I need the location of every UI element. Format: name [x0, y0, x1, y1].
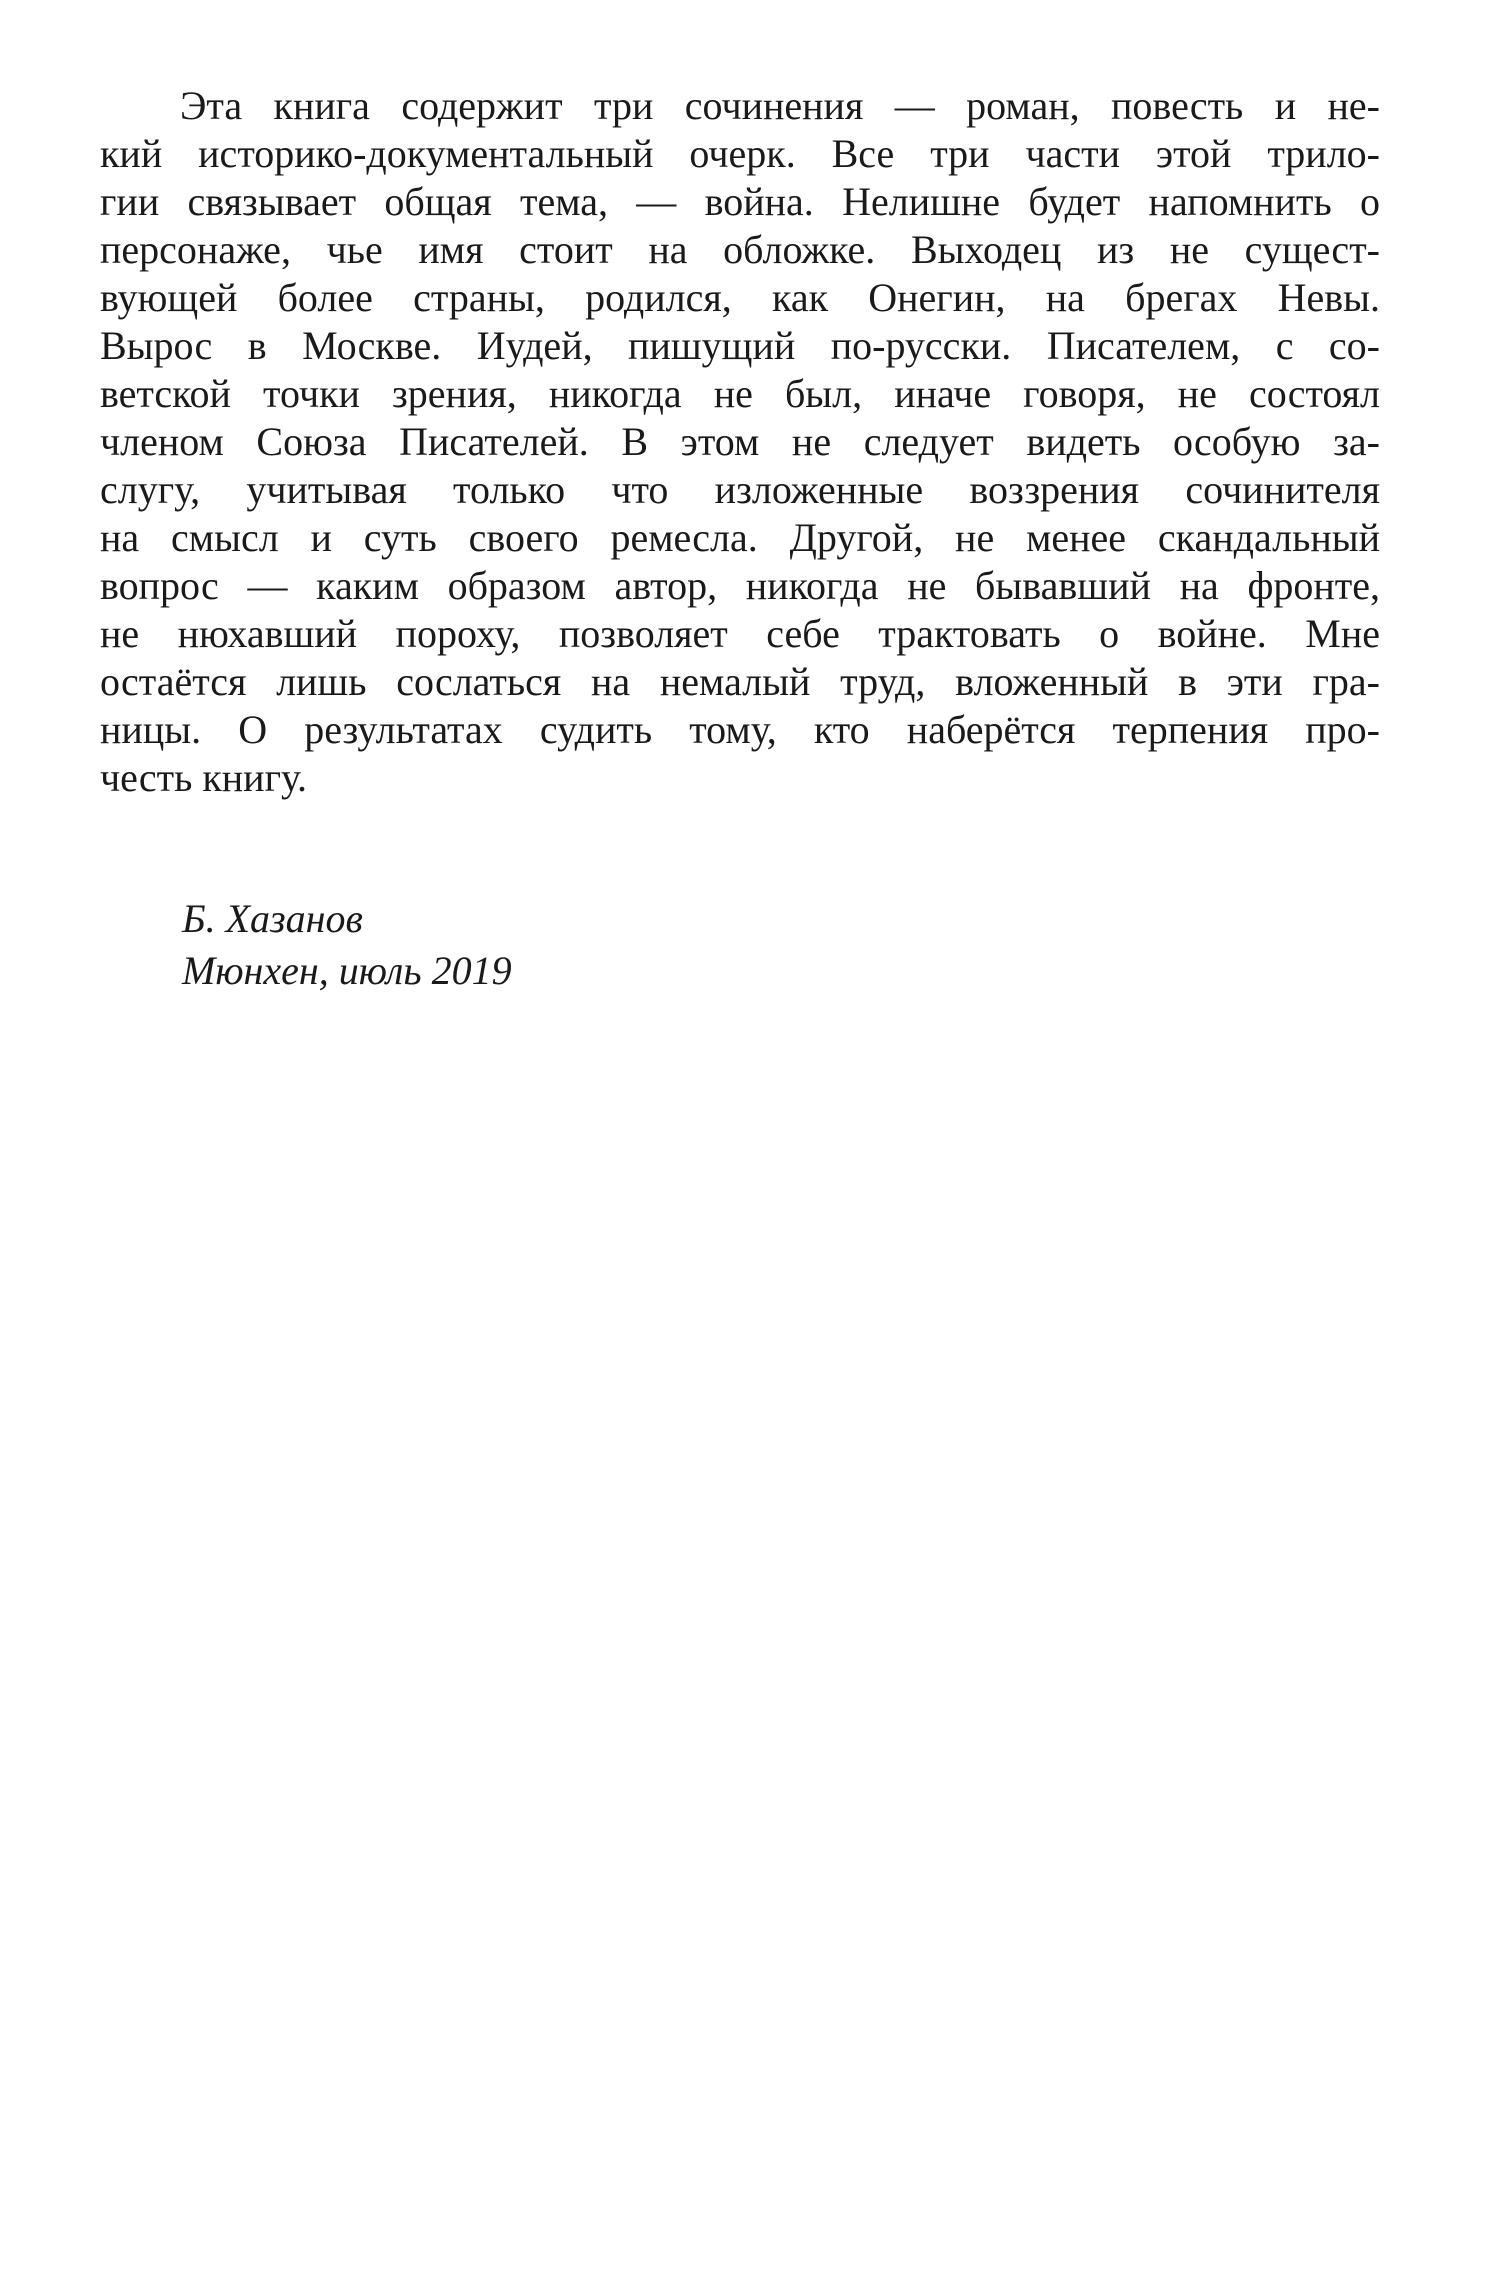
- paragraph-line: персонаже, чье имя стоит на обложке. Выходец из не сущест-: [100, 227, 1380, 272]
- paragraph-line: ветской точки зрения, никогда не был, иначе говоря, не состоял: [100, 371, 1380, 416]
- paragraph-line: не нюхавший пороху, позволяет себе трактовать о войне. Мне: [100, 611, 1380, 656]
- paragraph-line: вующей более страны, родился, как Онегин, на брегах Невы.: [100, 275, 1380, 320]
- paragraph-line: вопрос — каким образом автор, никогда не бывавший на фронте,: [100, 563, 1380, 608]
- paragraph-line: на смысл и суть своего ремесла. Другой, не менее скандальный: [100, 515, 1380, 560]
- place-date: Мюнхен, июль 2019: [182, 948, 512, 993]
- paragraph-line: Эта книга содержит три сочинения — роман, повесть и не-: [180, 83, 1380, 128]
- paragraph-line: честь книгу.: [100, 755, 307, 800]
- paragraph-line: слугу, учитывая только что изложенные воззрения сочинителя: [100, 467, 1380, 512]
- paragraph-line: членом Союза Писателей. В этом не следует видеть особую за-: [100, 419, 1380, 464]
- signature-block: [182, 893, 512, 997]
- preface-paragraph: [100, 82, 1380, 802]
- paragraph-line: кий историко-документальный очерк. Все три части этой трило-: [100, 131, 1380, 176]
- paragraph-line: Вырос в Москве. Иудей, пишущий по-русски. Писателем, с со-: [100, 323, 1380, 368]
- paragraph-line: остаётся лишь сослаться на немалый труд, вложенный в эти гра-: [100, 659, 1380, 704]
- author-name: Б. Хазанов: [182, 896, 363, 941]
- paragraph-line: гии связывает общая тема, — война. Нелишне будет напомнить о: [100, 179, 1380, 224]
- paragraph-line: ницы. О результатах судить тому, кто наберётся терпения про-: [100, 707, 1380, 752]
